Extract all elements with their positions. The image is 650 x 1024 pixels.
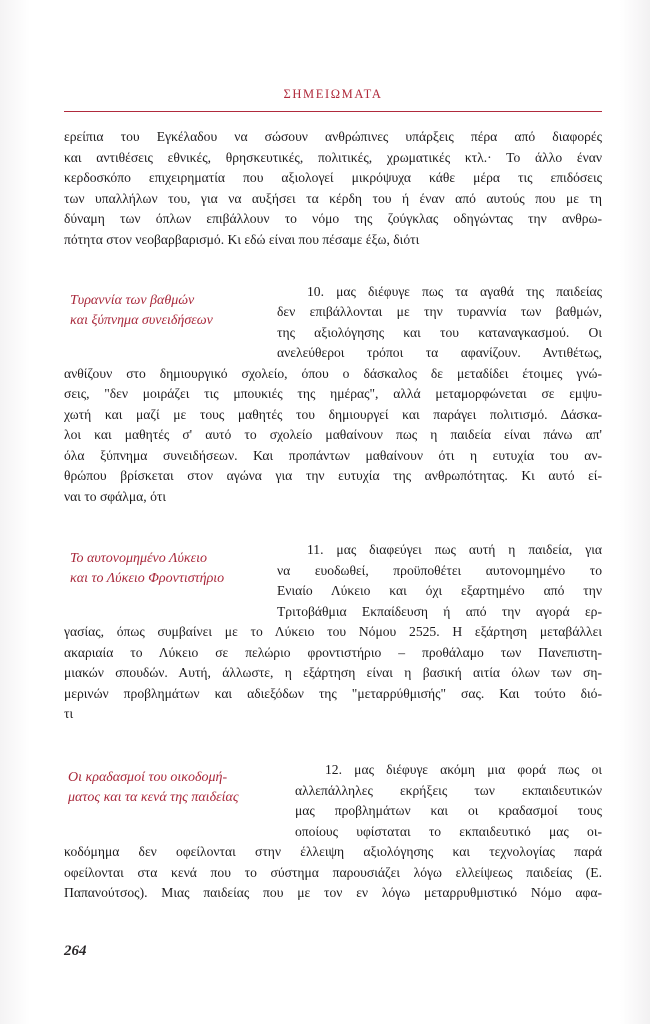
body-line: σεις, "δεν μοιράζει τις μπουκιές της ημέρας", αλλά μεταμορφώνεται σε εμψυ-	[64, 386, 602, 401]
body-line: πότητα στον νεοβαρβαρισμό. Κι εδώ είναι που πέσαμε έξω, διότι	[64, 232, 420, 247]
body-line: Τριτοβάθμια Εκπαίδευση ή από την αγορά ερ-	[277, 604, 602, 619]
body-line: ερείπια του Εγκέλαδου να σώσουν ανθρώπινες υπάρξεις πέρα από διαφορές	[64, 129, 602, 144]
body-line: μας προβλημάτων και οι κραδασμοί τους	[295, 803, 602, 818]
body-line: τι	[64, 706, 74, 721]
running-head-title: ΣΗΜΕΙΩΜΑΤΑ	[283, 87, 383, 101]
body-line: οφείλονται στα κενά που το σύστημα παρουσιάζει λόγω ελλείψεως παιδείας (Ε.	[64, 865, 602, 880]
margin-note-label: Τυραννία των βαθμών	[70, 293, 195, 308]
body-line: λοι και μαθητές σ' αυτό το σχολείο μαθαίνουν πως η παιδεία είναι πάνω απ'	[64, 427, 602, 442]
body-line: Παπανούτσος). Μιας παιδείας που με τον εν λόγω μεταρρυθμιστικό Νόμο αφα-	[64, 885, 602, 900]
body-line: 10. μας διέφυγε πως τα αγαθά της παιδείας	[307, 284, 602, 299]
body-line: ανθίζουν στο δημιουργικό σχολείο, όπου ο δάσκαλος δε μεταδίδει έτοιμες γνώ-	[64, 366, 602, 381]
margin-note-label: ματος και τα κενά της παιδείας	[68, 790, 239, 805]
body-line: δεν επιβάλλονται με την τυραννία των βαθμών,	[277, 304, 602, 319]
body-line: ναι το σφάλμα, ότι	[64, 489, 166, 504]
margin-note-label: και ξύπνημα συνειδήσεων	[70, 313, 213, 328]
body-line: να ευοδωθεί, προϋποθέτει αυτονομημένο το	[277, 563, 602, 578]
header-rule	[64, 111, 602, 112]
body-line: αλλεπάλληλες εκρήξεις των εκπαιδευτικών	[295, 783, 602, 798]
margin-note-label: Οι κραδασμοί του οικοδομή-	[68, 770, 228, 785]
margin-note-label: και το Λύκειο Φροντιστήριο	[70, 571, 225, 586]
body-line: κοδόμημα δεν οφείλονται στην έλλειψη αξιολόγησης και τεχνολογίας παρά	[64, 844, 602, 859]
body-line: της αξιολόγησης και του καταναγκασμού. Οι	[277, 325, 602, 340]
page-number: 264	[64, 943, 87, 959]
body-line: Ενιαίο Λύκειο και όχι εξαρτημένο από την	[277, 583, 602, 598]
body-line: θρώπου βρίσκεται στον αγώνα για την ευτυχία της ανθρωπότητας. Κι αυτό εί-	[64, 468, 602, 483]
body-line: οποίους υφίσταται το εκπαιδευτικό μας οι-	[295, 824, 602, 839]
margin-note-label: Το αυτονομημένο Λύκειο	[70, 551, 207, 566]
body-line: 11. μας διαφεύγει πως αυτή η παιδεία, για	[307, 542, 602, 557]
body-line: ανελεύθεροι τρόποι τα αφανίζουν. Αντιθέτως,	[277, 345, 602, 360]
body-line: μερινών προβλημάτων και αδιεξόδων της "μεταρρύθμισής" σας. Και τούτο διό-	[64, 686, 602, 701]
body-line: κερδοσκόπο επιχειρηματία που αξιολογεί μικρόψυχα κάθε μέρα τις επιδόσεις	[64, 170, 602, 185]
body-line: των υπαλλήλων του, για να αυξήσει τα κέρδη του ή έναν από αυτούς που με τη	[64, 191, 602, 206]
body-line: μιακών σπουδών. Αυτή, άλλωστε, η εξάρτηση είναι η βασική αιτία όλων των ση-	[64, 665, 602, 680]
body-line: όλα ξύπνημα συνειδήσεων. Και προπάντων μαθαίνουν ότι η ευτυχία του αν-	[64, 448, 602, 463]
body-line: χωτή και μαζί με τους μαθητές του δημιουργεί και παράγει πολιτισμό. Δάσκα-	[64, 407, 602, 422]
body-line: δύναμη των όπλων επιβάλλουν το νόμο της ζούγκλας οδηγώντας την ανθρω-	[64, 211, 602, 226]
body-line: γασίας, όπως συμβαίνει με το Λύκειο του Νόμου 2525. Η εξάρτηση μεταβάλλει	[64, 624, 602, 639]
body-line: 12. μας διέφυγε ακόμη μια φορά πως οι	[325, 762, 602, 777]
body-line: και αντιθέσεις εθνικές, θρησκευτικές, πολιτικές, χρωματικές κτλ.· Το άλλο έναν	[64, 150, 602, 165]
body-line: ακαριαία το Λύκειο σε πελώριο φροντιστήριο – προθάλαμο των Πανεπιστη-	[64, 645, 602, 660]
